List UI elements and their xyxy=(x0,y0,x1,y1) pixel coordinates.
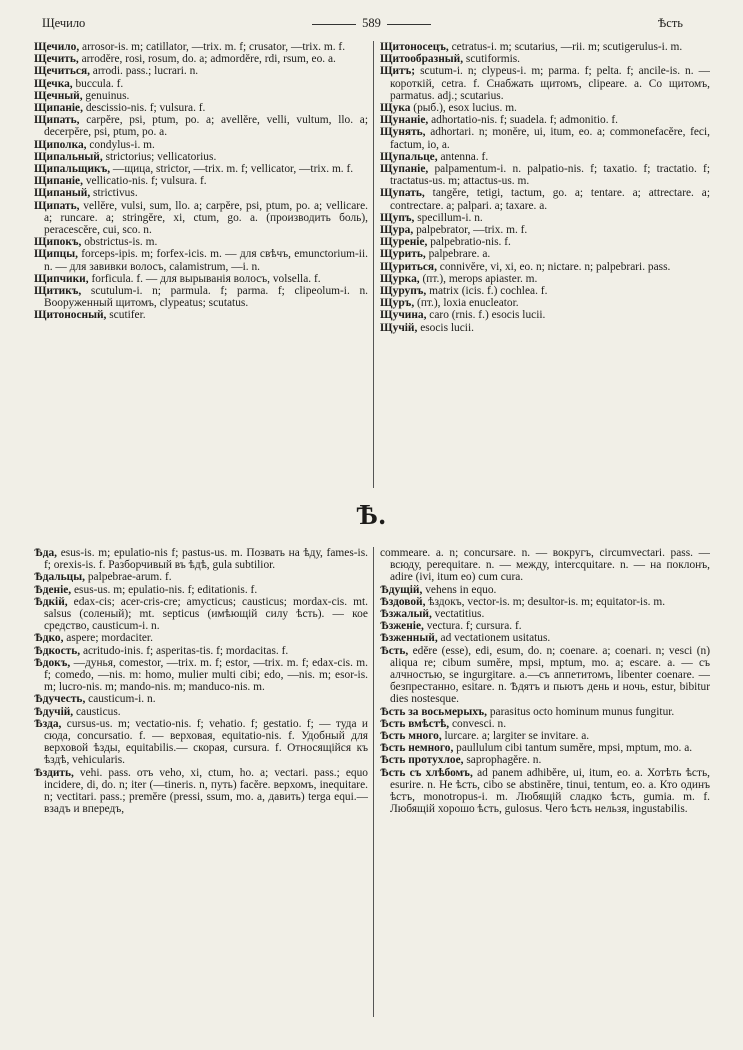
dictionary-entry xyxy=(34,187,368,199)
entry-headword: Ѣдкій, xyxy=(34,595,68,608)
dictionary-entry xyxy=(34,285,368,309)
entry-headword: Щура, xyxy=(380,224,414,237)
dictionary-entry xyxy=(380,706,710,718)
dictionary-entry xyxy=(34,53,368,65)
entry-definition: buccula. f. xyxy=(72,77,124,90)
entry-headword: Ѣда, xyxy=(34,547,58,559)
dictionary-entry xyxy=(380,596,710,608)
dictionary-entry xyxy=(34,78,368,90)
dictionary-entry xyxy=(380,718,710,730)
entry-definition: esocis lucii. xyxy=(417,321,474,334)
entry-headword: Щипать, xyxy=(34,114,80,127)
entry-definition: scutulum-i. n; parmula. f; parma. f; clipeolum-i. n. Вооруженный щитомъ, clypeatus; scutatus. xyxy=(44,285,368,310)
dictionary-entry xyxy=(380,767,710,816)
column-top-right xyxy=(380,41,710,481)
entry-headword: Ѣдкость, xyxy=(34,644,81,657)
entry-headword: Щитоносецъ, xyxy=(380,41,449,53)
dictionary-entry xyxy=(380,151,710,163)
entry-definition: strictorius; vellicatorius. xyxy=(102,150,217,163)
section-letter: Ѣ. xyxy=(356,500,387,531)
dictionary-entry xyxy=(34,693,368,705)
entry-headword: Ѣдко, xyxy=(34,632,64,645)
dictionary-entry xyxy=(34,767,368,816)
dictionary-entry xyxy=(380,632,710,644)
entry-headword: Щечиться, xyxy=(34,65,90,78)
dictionary-entry xyxy=(380,547,710,584)
dictionary-entry xyxy=(380,114,710,126)
entry-definition: parasitus octo hominum munus fungitur. xyxy=(486,705,675,718)
dictionary-entry xyxy=(34,632,368,644)
dictionary-entry xyxy=(380,297,710,309)
dictionary-entry xyxy=(380,742,710,754)
dictionary-entry xyxy=(380,645,710,706)
dictionary-entry xyxy=(34,65,368,77)
dictionary-entry xyxy=(380,65,710,102)
entry-definition: lurcare. a; largiter se invitare. a. xyxy=(441,730,590,743)
dictionary-entry xyxy=(380,212,710,224)
column-bottom-right xyxy=(380,547,710,1017)
rule-right xyxy=(387,24,431,25)
entry-headword: Ѣзжалый, xyxy=(380,608,432,621)
entry-headword: Ѣдальцы, xyxy=(34,571,85,584)
entry-headword: Щипальный, xyxy=(34,150,103,163)
entry-definition: aspere; mordaciter. xyxy=(63,632,153,645)
dictionary-entry xyxy=(34,584,368,596)
entry-definition: caro (rnis. f.) esocis lucii. xyxy=(426,309,546,322)
dictionary-entry xyxy=(34,102,368,114)
dictionary-entry xyxy=(34,718,368,767)
entry-definition: esus-is. m; epulatio-nis f; pastus-us. m. Позвать на ѣду, fames-is. f; orexis-is. f. Разборчивый въ ѣдѣ, gula subtilior. xyxy=(44,547,368,572)
dictionary-entry xyxy=(380,187,710,211)
dictionary-entry xyxy=(34,657,368,694)
entry-headword: Ѣсть за восьмерыхъ, xyxy=(380,705,487,718)
entry-headword: Щечный, xyxy=(34,89,83,102)
entry-definition: vectura. f; cursura. f. xyxy=(423,620,522,633)
entry-definition: causticum-i. n. xyxy=(85,693,156,706)
entry-definition: vectatitius. xyxy=(431,608,485,621)
entry-definition: convesci. n. xyxy=(449,717,507,730)
running-head xyxy=(32,16,711,34)
entry-definition: scutiformis. xyxy=(463,53,521,66)
entry-headword: Ѣзда, xyxy=(34,717,62,730)
entry-headword: Щупальце, xyxy=(380,150,438,163)
entry-headword: Щипать, xyxy=(34,199,80,212)
entry-headword: Ѣдокъ, xyxy=(34,656,71,669)
dictionary-entry xyxy=(380,236,710,248)
dictionary-entry xyxy=(380,608,710,620)
entry-definition: arrodi. pass.; lucrari. n. xyxy=(89,65,199,78)
dictionary-entry xyxy=(34,175,368,187)
entry-definition: ѣздокъ, vector-is. m; desultor-is. m; equitator-is. m. xyxy=(425,595,666,608)
column-divider-bottom xyxy=(373,547,374,1017)
entry-headword: Щунаніе, xyxy=(380,114,429,127)
entry-headword: Щитъ; xyxy=(380,65,416,78)
dictionary-entry xyxy=(34,706,368,718)
entry-headword: Щуреніе, xyxy=(380,236,428,249)
entry-definition: condylus-i. m. xyxy=(86,138,155,151)
entry-headword: Щитикъ, xyxy=(34,285,82,298)
entry-headword: Ѣзженіе, xyxy=(380,620,424,633)
entry-headword: Щипаный, xyxy=(34,187,91,200)
column-divider-top xyxy=(373,41,374,488)
entry-definition: (пт.), loxia enucleator. xyxy=(414,297,519,310)
dictionary-entry xyxy=(380,261,710,273)
rule-left xyxy=(312,24,356,25)
dictionary-entry xyxy=(34,309,368,321)
entry-definition: causticus. xyxy=(73,705,121,718)
dictionary-entry xyxy=(34,114,368,138)
page-number-line xyxy=(32,16,711,31)
entry-definition: vellĕre, vulsi, sum, llo. a; carpĕre, psi, ptum, po. a; vellicare. a; runcare. a; stringĕre, xi, ctum, go. a. (производить боль), peracescĕre, cui, sco. n. xyxy=(44,199,368,237)
dictionary-entry xyxy=(380,41,710,53)
entry-definition: palpebrator, —trix. m. f. xyxy=(413,224,528,237)
entry-headword: Щипаніе, xyxy=(34,102,83,115)
entry-definition: adhortari. n; monĕre, ui, itum, eo. a; commonefacĕre, feci, factum, io, a. xyxy=(390,126,710,151)
entry-definition: carpĕre, psi, ptum, po. a; avellĕre, velli, vultum, llo. a; decerpĕre, psi, ptum, po. a. xyxy=(44,114,368,139)
dictionary-entry xyxy=(34,139,368,151)
dictionary-entry xyxy=(380,754,710,766)
entry-headword: Щипчики, xyxy=(34,272,89,285)
dictionary-entry xyxy=(380,224,710,236)
entry-definition: acritudo-inis. f; asperitas-tis. f; mordacitas. f. xyxy=(80,644,289,657)
entry-definition: forceps-ipis. m; forfex-icis. m. — для свѣчъ, emunctorium-ii. n. — для завивки волосъ, calamistrum, —i. n. xyxy=(44,248,368,273)
entry-definition: ad vectationem usitatus. xyxy=(437,632,551,645)
entry-headword: Щитообразный, xyxy=(380,53,464,66)
entry-headword: Ѣденіе, xyxy=(34,583,72,596)
entry-definition: palpamentum-i. n. palpatio-nis. f; taxatio. f; tractatio. f; tractatus-us. m; attactus-us. m. xyxy=(390,163,710,188)
entry-headword: Щурить, xyxy=(380,248,426,261)
entry-definition: connivĕre, vi, xi, eo. n; nictare. n; palpebrari. pass. xyxy=(436,260,671,273)
entry-headword: Щурка, xyxy=(380,272,420,285)
dictionary-entry xyxy=(380,163,710,187)
dictionary-entry xyxy=(380,102,710,114)
dictionary-entry xyxy=(34,151,368,163)
dictionary-entry xyxy=(34,236,368,248)
dictionary-entry xyxy=(380,273,710,285)
dictionary-entry xyxy=(380,285,710,297)
entry-definition: paullulum cibi tantum sumĕre, mpsi, mptum, mo. a. xyxy=(453,742,693,755)
entry-headword: Ѣзженный, xyxy=(380,632,438,645)
entry-headword: Ѣсть немного, xyxy=(380,742,454,755)
dictionary-entry xyxy=(380,322,710,334)
entry-definition: strictivus. xyxy=(90,187,138,200)
dictionary-entry xyxy=(380,53,710,65)
dictionary-entry xyxy=(380,248,710,260)
entry-definition: desсissio-nis. f; vulsura. f. xyxy=(82,102,206,115)
entry-definition: palpebratio-nis. f. xyxy=(427,236,511,249)
entry-headword: Ѣздить, xyxy=(34,766,74,779)
entry-headword: Щечка, xyxy=(34,77,73,90)
entry-definition: palpebrare. a. xyxy=(425,248,491,261)
entry-definition: palpebrae-arum. f. xyxy=(84,571,172,584)
entry-definition: edĕre (esse), edi, esum, do. n; coenare. a; coenari. n; vesci (n) aliqua re; cibum sumĕre, mpsi, mptum, mo. a; escare. a. — съ алчностью, se ingurgitare. a.—съ аппетитомъ, libenter coenare. — безпрестанно, esitare. n. Ѣдятъ и пьютъ день и ночь, estur, bibitur dies nostesque. xyxy=(390,644,710,706)
entry-definition: cetratus-i. m; scutarius, —rii. m; scutigerulus-i. m. xyxy=(448,41,683,53)
entry-definition: vellicatio-nis. f; vulsura. f. xyxy=(82,175,207,188)
entry-headword: Щупать, xyxy=(380,187,425,200)
entry-definition: antenna. f. xyxy=(437,150,489,163)
entry-headword: Ѣсть много, xyxy=(380,730,442,743)
dictionary-entry xyxy=(34,248,368,272)
entry-definition: cursus-us. m; vectatio-nis. f; vehatio. f; gestatio. f; — туда и сюда, concursatio. f. — верховая, equitatio-nis. f. Удобный для верховой ѣзды, equitabilis.— скорая, cursura. f. Относящійся къ ѣздѣ, vehicularis. xyxy=(44,717,368,767)
entry-definition: obstrictus-is. m. xyxy=(81,236,158,249)
dictionary-entry xyxy=(380,730,710,742)
entry-definition: —щица, strictor, —trix. m. f; vellicator, —trix. m. f. xyxy=(110,163,354,176)
header-right-guideword: Ѣсть xyxy=(657,16,683,30)
entry-headword: Щука xyxy=(380,102,411,115)
entry-headword: Щурупъ, xyxy=(380,285,427,298)
entry-definition: edax-cis; acer-cris-cre; amycticus; causticus; mordax-cis. mt. salsus (соленый); mt. septicus (имѣющій силу ѣсть). — кое средство, causticum-i. n. xyxy=(44,595,368,633)
column-top-left xyxy=(34,41,368,431)
entry-headword: Щучина, xyxy=(380,309,427,322)
dictionary-entry xyxy=(34,41,368,53)
entry-definition: adhortatio-nis. f; suadela. f; admonitio. f. xyxy=(428,114,619,127)
entry-headword: Щиполка, xyxy=(34,138,87,151)
dictionary-entry xyxy=(34,90,368,102)
entry-definition: vehens in equo. xyxy=(422,583,497,596)
dictionary-entry xyxy=(380,126,710,150)
entry-definition: esus-us. m; epulatio-nis. f; editationis. f. xyxy=(71,583,258,596)
entry-headword: Щуръ, xyxy=(380,297,415,310)
entry-definition: genuinus. xyxy=(82,89,130,102)
entry-headword: Щипцы, xyxy=(34,248,78,261)
dictionary-entry xyxy=(34,645,368,657)
dictionary-entry xyxy=(34,571,368,583)
entry-headword: Щечило, xyxy=(34,41,80,53)
page-number: 589 xyxy=(362,16,381,30)
entry-definition: tangĕre, tetigi, tactum, go. a; tentare. a; attrectare. a; contrectare. a; palpari. a; taxare. a. xyxy=(390,187,710,212)
entry-definition: (пт.), merops apiaster. m. xyxy=(419,272,538,285)
entry-headword: Ѣздовой, xyxy=(380,595,426,608)
entry-headword: Щупъ, xyxy=(380,211,415,224)
entry-definition: commeare. a. n; concursare. n. — вокругъ, circumvectari. pass. — всюду, perequitare. n. — между, intercquitare. n. — на поклонъ, adire (ivi, itum eo) cum cura. xyxy=(380,547,710,584)
entry-headword: Ѣсть съ хлѣбомъ, xyxy=(380,766,473,779)
entry-definition: scutifer. xyxy=(106,309,146,322)
entry-headword: Щучій, xyxy=(380,321,418,334)
entry-headword: Щипальщикъ, xyxy=(34,163,111,176)
entry-headword: Щуриться, xyxy=(380,260,437,273)
column-bottom-left xyxy=(34,547,368,1017)
entry-definition: matrix (icis. f.) cochlea. f. xyxy=(426,285,548,298)
entry-headword: Ѣдучесть, xyxy=(34,693,86,706)
dictionary-entry xyxy=(380,584,710,596)
entry-definition: forficula. f. — для вырыванія волосъ, volsella. f. xyxy=(88,272,321,285)
entry-definition: vehi. pass. отъ veho, xi, ctum, ho. a; vectari. pass.; equo incidere, di, do. n; iter (—tineris. n, путь) facĕre. верхомъ, inequitare. n; vectitari. pass.; premĕre (pressi, ssum, mo. a, давить) terga equi.—взадъ и впередъ, xyxy=(44,766,368,816)
dictionary-entry xyxy=(34,200,368,237)
dictionary-entry xyxy=(380,309,710,321)
entry-definition: (рыб.), esox lucius. m. xyxy=(410,102,517,115)
entry-headword: Щечить, xyxy=(34,53,79,66)
dictionary-entry xyxy=(34,547,368,571)
entry-headword: Щипаніе, xyxy=(34,175,83,188)
dictionary-entry xyxy=(380,620,710,632)
entry-definition: scutum-i. n; clypeus-i. m; parma. f; pelta. f; ancile-is. n. — короткій, cetra. f. Снабжать щитомъ, clipeare. a. Со щитомъ, parmatus. adj.; scutarius. xyxy=(390,65,710,102)
entry-headword: Ѣсть протухлое, xyxy=(380,754,464,767)
entry-definition: specillum-i. n. xyxy=(414,211,483,224)
entry-definition: arrosor-is. m; catillator, —trix. m. f; crusator, —trix. m. f. xyxy=(79,41,346,53)
entry-definition: arrodĕre, rosi, rosum, do. a; admordĕre, rdi, rsum, eo. a. xyxy=(78,53,336,66)
entry-headword: Щунять, xyxy=(380,126,426,139)
entry-headword: Ѣдучій, xyxy=(34,705,74,718)
entry-headword: Ѣдущій, xyxy=(380,583,423,596)
entry-headword: Щупаніе, xyxy=(380,163,429,176)
entry-headword: Щитоносный, xyxy=(34,309,107,322)
dictionary-entry xyxy=(34,163,368,175)
entry-headword: Ѣсть, xyxy=(380,644,409,657)
dictionary-entry xyxy=(34,273,368,285)
entry-definition: ad panem adhibĕre, ui, itum, eo. a. Хотѣть ѣсть, esurire. n. Не ѣсть, cibo se abstinĕre, tinui, tentum, eo. a. Кто одинъ ѣстъ, monotropus-i. m. Любящій сладко ѣсть, gumia. m. f. Любящій хорошо ѣсть, gulosus. Чего ѣсть нельзя, ingustabilis. xyxy=(390,766,710,816)
entry-definition: saprophagĕre. n. xyxy=(463,754,542,767)
entry-definition: —дунья, comestor, —trix. m. f; estor, —trix. m. f; edax-cis. m. f; comedo, —nis. m: homo, mulier multi cibi; edo, —nis. m; esor-is. m; lucro-nis. m; mando-nis. m; manduco-nis. m. xyxy=(44,656,368,694)
entry-headword: Ѣсть вмѣстѣ, xyxy=(380,717,450,730)
entry-headword: Щипокъ, xyxy=(34,236,82,249)
dictionary-entry xyxy=(34,596,368,633)
header-left-guideword: Щечило xyxy=(42,16,86,30)
